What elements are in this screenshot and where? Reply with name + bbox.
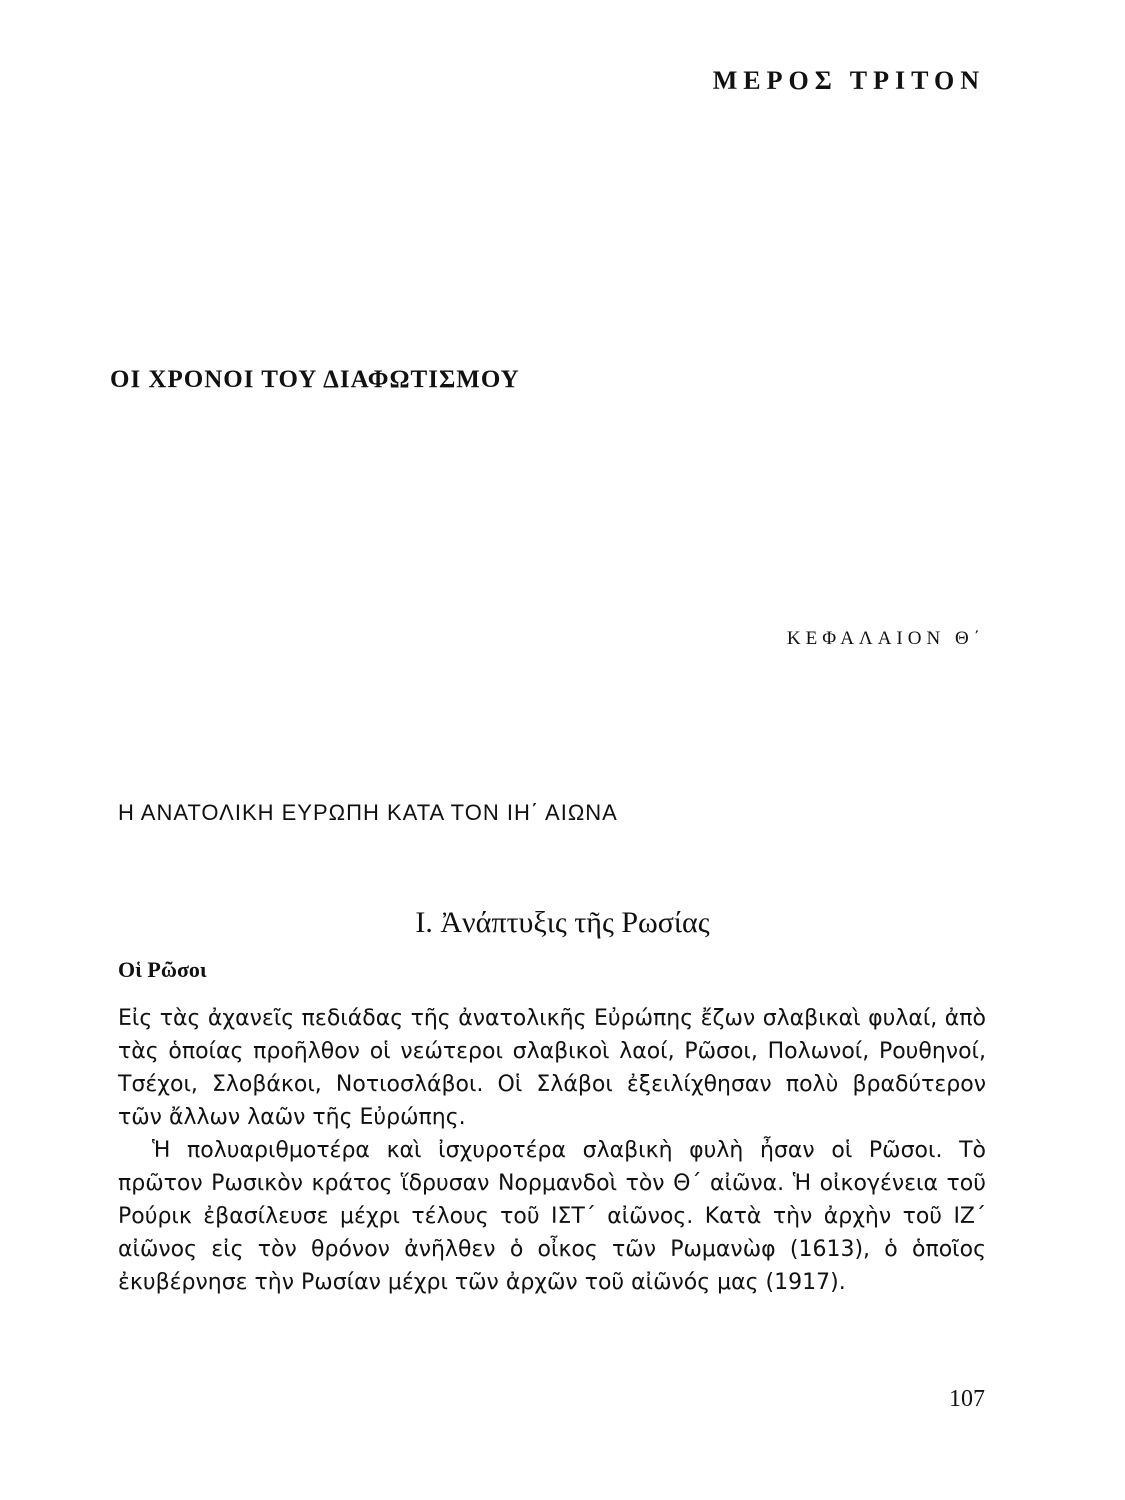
paragraph: Εἰς τὰς ἀχανεῖς πεδιάδας τῆς ἀνατολικῆς Εὐρώπης ἔζων σλαβικαὶ φυλαί, ἀπὸ τὰς ὁποίας προῆλθον οἱ νεώτεροι σλαβικοὶ λαοί, Ρῶσοι, Πολωνοί, Ρουθηνοί, Τσέχοι, Σλοβάκοι, Νοτιοσλάβοι. Οἱ Σλάβοι ἐξειλίχθησαν πολὺ βραδύτερον τῶν ἄλλων λαῶν τῆς Εὐρώπης. bbox=[118, 1006, 986, 1130]
chapter-title: Η ΑΝΑΤΟΛΙΚΗ ΕΥΡΩΠΗ ΚΑΤΑ ΤΟΝ ΙΗ΄ ΑΙΩΝΑ bbox=[118, 800, 618, 825]
subsection-title: Οἱ Ρῶσοι bbox=[118, 957, 207, 982]
part-heading: ΜΕΡΟΣ ΤΡΙΤΟΝ bbox=[712, 66, 985, 95]
chapter-label: ΚΕΦΑΛΑΙΟΝ Θ΄ bbox=[786, 628, 985, 649]
paragraph: Ἡ πολυαριθμοτέρα καὶ ἰσχυροτέρα σλαβικὴ φυλὴ ἦσαν οἱ Ρῶσοι. Τὸ πρῶτον Ρωσικὸν κράτος ἵδρυσαν Νορμανδοὶ τὸν Θ΄ αἰῶνα. Ἡ οἰκογένεια τοῦ Ρούρικ ἐβασίλευσε μέχρι τέλους τοῦ ΙΣΤ΄ αἰῶνος. Κατὰ τὴν ἀρχὴν τοῦ ΙΖ΄ αἰῶνος εἰς τὸν θρόνον ἀνῆλθεν ὁ οἶκος τῶν Ρωμανὼφ (1613), ὁ ὁποῖος ἐκυβέρνησε τὴν Ρωσίαν μέχρι τῶν ἀρχῶν τοῦ αἰῶνός μας (1917). bbox=[118, 1138, 986, 1295]
page-number: 107 bbox=[949, 1386, 985, 1412]
section-title: Ι. Ἀνάπτυξις τῆς Ρωσίας bbox=[415, 906, 710, 939]
body-text bbox=[118, 1002, 986, 1299]
era-title: ΟΙ ΧΡΟΝΟΙ ΤΟΥ ΔΙΑΦΩΤΙΣΜΟΥ bbox=[110, 366, 520, 393]
